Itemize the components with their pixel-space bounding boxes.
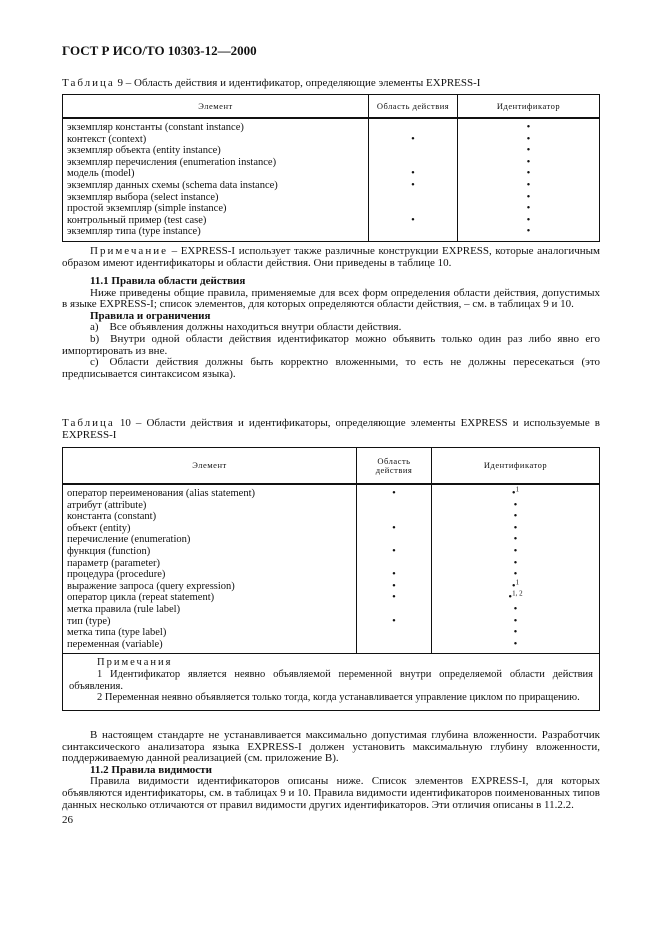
element-cell: экземпляр перечисления (enumeration instance) xyxy=(63,157,369,169)
table-row xyxy=(63,546,600,558)
table-row xyxy=(63,180,600,192)
scope-cell xyxy=(369,180,458,192)
element-cell: объект (entity) xyxy=(63,523,357,535)
table-row xyxy=(63,523,600,535)
bullet-mark xyxy=(411,168,415,179)
note-1: 1 Идентификатор является неявно объявляемой переменной внутри определяемой области действия объявления. xyxy=(69,668,593,692)
bullet-mark xyxy=(514,511,518,522)
bullet-mark xyxy=(411,180,415,191)
table-notes xyxy=(63,654,600,710)
identifier-cell xyxy=(432,558,600,570)
scope-cell xyxy=(357,500,432,512)
scope-cell xyxy=(357,604,432,616)
document-header: ГОСТ Р ИСО/ТО 10303-12—2000 xyxy=(62,43,257,58)
identifier-cell xyxy=(432,511,600,523)
col-header-identifier: Идентификатор xyxy=(432,448,600,485)
bullet-mark xyxy=(514,616,518,627)
table-9 xyxy=(62,94,600,242)
scope-cell xyxy=(369,168,458,180)
body-text xyxy=(62,730,600,827)
identifier-cell xyxy=(458,134,600,146)
element-cell: тип (type) xyxy=(63,616,357,628)
scope-cell xyxy=(357,616,432,628)
section-text: Ниже приведены общие правила, применяемые для всех форм определения области действия, допустимых в языке EXPRESS-I; список элементов, для которых определяются области действия, – см. в таблицах 9 и 10. xyxy=(62,286,600,311)
bullet-mark xyxy=(514,558,518,569)
bullet-mark xyxy=(527,180,531,191)
caption-text: 10 – Области действия и идентификаторы, определяющие элементы EXPRESS и используемые в EXPRESS-I xyxy=(62,417,600,441)
table-row xyxy=(63,604,600,616)
element-cell: экземпляр выбора (select instance) xyxy=(63,192,369,204)
footnote-ref: 1, 2 xyxy=(512,589,523,598)
scope-cell xyxy=(357,484,432,500)
bullet-mark xyxy=(392,569,396,580)
table-row xyxy=(63,226,600,241)
element-cell: оператор переименования (alias statement) xyxy=(63,484,357,500)
caption-label: Таблица xyxy=(62,417,115,429)
bullet-mark xyxy=(514,639,518,650)
bullet-mark xyxy=(411,215,415,226)
table-row xyxy=(63,118,600,134)
scope-cell xyxy=(357,639,432,654)
bullet-mark xyxy=(514,534,518,545)
scope-cell xyxy=(369,157,458,169)
scope-cell xyxy=(369,145,458,157)
element-cell: контекст (context) xyxy=(63,134,369,146)
bullet-mark xyxy=(527,157,531,168)
element-cell: параметр (parameter) xyxy=(63,558,357,570)
identifier-cell xyxy=(458,215,600,227)
scope-cell xyxy=(357,546,432,558)
caption-label: Таблица xyxy=(62,77,115,89)
element-cell: метка типа (type label) xyxy=(63,627,357,639)
note-2: 2 Переменная неявно объявляется только тогда, когда устанавливается управление циклом по приращению. xyxy=(97,692,580,704)
scope-cell xyxy=(369,203,458,215)
table-row xyxy=(63,639,600,654)
table-row xyxy=(63,511,600,523)
identifier-cell xyxy=(458,203,600,215)
scope-cell xyxy=(357,627,432,639)
identifier-cell xyxy=(458,118,600,134)
scope-cell xyxy=(369,215,458,227)
element-cell: экземпляр объекта (entity instance) xyxy=(63,145,369,157)
bullet-mark xyxy=(514,627,518,638)
section-11-1 xyxy=(62,276,600,380)
scope-cell xyxy=(369,226,458,241)
scope-cell xyxy=(369,134,458,146)
col-header-identifier: Идентификатор xyxy=(458,95,600,119)
bullet-mark xyxy=(527,134,531,145)
element-cell: константа (constant) xyxy=(63,511,357,523)
element-cell: выражение запроса (query expression) xyxy=(63,581,357,593)
bullet-mark xyxy=(527,203,531,214)
element-cell: экземпляр константы (constant instance) xyxy=(63,118,369,134)
col-header-element: Элемент xyxy=(63,448,357,485)
bullet-mark xyxy=(514,500,518,511)
scope-cell xyxy=(357,558,432,570)
table-row xyxy=(63,203,600,215)
bullet-mark xyxy=(392,616,396,627)
nesting-paragraph: В настоящем стандарте не устанавливается максимально допустимая глубина вложенности. Разработчик синтаксического анализатора языка EXPRESS-I должен установить максимальную глубину вложенности, поддерживаемую данной реализацией (см. приложение B). xyxy=(62,729,600,765)
table10-caption xyxy=(62,418,600,441)
bullet-mark xyxy=(527,215,531,226)
section-text: Правила видимости идентификаторов описаны ниже. Список элементов EXPRESS-I, для которых объявляются идентификаторы, см. в таблицах 9 и 10. Правила видимости идентификаторов поименованных типов данных несколько отличаются от правил видимости других идентификаторов. Эти отличия описаны в 11.2.2. xyxy=(62,775,600,811)
table-row xyxy=(63,134,600,146)
identifier-cell xyxy=(458,226,600,241)
element-cell: переменная (variable) xyxy=(63,639,357,654)
col-header-scope: Область действия xyxy=(369,95,458,119)
element-cell: простой экземпляр (simple instance) xyxy=(63,203,369,215)
bullet-mark xyxy=(392,488,396,499)
identifier-cell xyxy=(458,192,600,204)
element-cell: контрольный пример (test case) xyxy=(63,215,369,227)
table-row xyxy=(63,168,600,180)
bullet-mark xyxy=(392,581,396,592)
bullet-mark xyxy=(514,604,518,615)
identifier-cell xyxy=(458,157,600,169)
footnote-ref: 1 xyxy=(515,485,520,494)
identifier-cell xyxy=(432,616,600,628)
bullet-mark xyxy=(527,226,531,237)
scope-cell xyxy=(357,592,432,604)
identifier-cell xyxy=(432,627,600,639)
element-cell: функция (function) xyxy=(63,546,357,558)
bullet-mark xyxy=(411,134,415,145)
identifier-cell xyxy=(458,180,600,192)
identifier-cell xyxy=(432,523,600,535)
scope-cell xyxy=(369,192,458,204)
element-cell: метка правила (rule label) xyxy=(63,604,357,616)
bullet-mark xyxy=(527,168,531,179)
notes-title: Примечания xyxy=(97,657,173,669)
element-cell: процедура (procedure) xyxy=(63,569,357,581)
table-row xyxy=(63,592,600,604)
element-cell: экземпляр данных схемы (schema data instance) xyxy=(63,180,369,192)
table-row xyxy=(63,192,600,204)
scope-cell xyxy=(369,118,458,134)
identifier-cell xyxy=(432,484,600,500)
identifier-cell xyxy=(432,500,600,512)
table-row xyxy=(63,484,600,500)
bullet-mark xyxy=(392,592,396,603)
scope-cell xyxy=(357,523,432,535)
page-number: 26 xyxy=(62,814,73,827)
rule-b: b) Внутри одной области действия идентификатор можно объявить только один раз либо явно его импортировать из вне. xyxy=(62,332,600,357)
table-row xyxy=(63,534,600,546)
identifier-cell xyxy=(458,168,600,180)
element-cell: модель (model) xyxy=(63,168,369,180)
note-label: Примечание xyxy=(90,245,168,257)
identifier-cell xyxy=(432,546,600,558)
bullet-mark xyxy=(527,122,531,133)
scope-cell xyxy=(357,581,432,593)
element-cell: перечисление (enumeration) xyxy=(63,534,357,546)
col-header-scope: Область действия xyxy=(357,448,432,485)
identifier-cell xyxy=(432,604,600,616)
identifier-cell xyxy=(432,589,600,604)
table-row xyxy=(63,145,600,157)
identifier-cell xyxy=(432,534,600,546)
scope-cell xyxy=(357,534,432,546)
scope-cell xyxy=(357,569,432,581)
bullet-mark xyxy=(514,523,518,534)
table-row xyxy=(63,157,600,169)
table-row xyxy=(63,627,600,639)
table9-caption xyxy=(62,78,600,90)
element-cell: оператор цикла (repeat statement) xyxy=(63,592,357,604)
identifier-cell xyxy=(432,639,600,654)
footnote-ref: 1 xyxy=(515,578,520,587)
table-10 xyxy=(62,447,600,711)
table-row xyxy=(63,558,600,570)
scope-cell xyxy=(357,511,432,523)
section-title: 11.1 Правила области действия xyxy=(90,275,246,287)
rules-title: Правила и ограничения xyxy=(90,309,211,322)
table-row xyxy=(63,500,600,512)
section-title: 11.2 Правила видимости xyxy=(90,763,212,776)
element-cell: экземпляр типа (type instance) xyxy=(63,226,369,241)
bullet-mark xyxy=(527,192,531,203)
note-text: – EXPRESS-I использует также различные конструкции EXPRESS, которые аналогичным образом имеют идентификаторы и области действия. Они приведены в таблице 10. xyxy=(62,245,600,269)
bullet-mark xyxy=(392,523,396,534)
note-block xyxy=(62,246,600,269)
bullet-mark xyxy=(514,546,518,557)
bullet-mark xyxy=(527,145,531,156)
table-row xyxy=(63,616,600,628)
bullet-mark xyxy=(392,546,396,557)
table-row xyxy=(63,215,600,227)
rule-c: c) Области действия должны быть корректно вложенными, то есть не должны пересекаться (это предписывается синтаксисом языка). xyxy=(62,356,600,380)
caption-text: 9 – Область действия и идентификатор, определяющие элементы EXPRESS-I xyxy=(114,77,481,89)
col-header-element: Элемент xyxy=(63,95,369,119)
rule-a: a) Все объявления должны находиться внутри области действия. xyxy=(90,321,402,334)
identifier-cell xyxy=(458,145,600,157)
element-cell: атрибут (attribute) xyxy=(63,500,357,512)
